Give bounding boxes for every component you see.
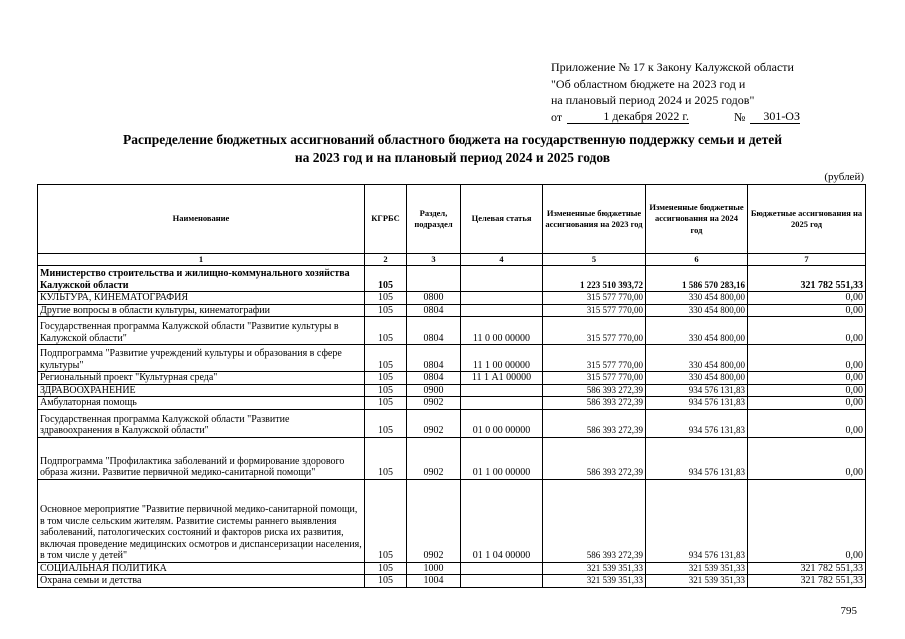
header-2024: Измененные бюджетные ассигнования на 2024 год (646, 185, 748, 254)
row-target (461, 384, 543, 397)
row-razdel: 0902 (407, 479, 461, 562)
row-kgrbs: 105 (365, 479, 407, 562)
row-kgrbs: 105 (365, 409, 407, 437)
row-razdel: 0902 (407, 409, 461, 437)
row-2024: 934 576 131,83 (646, 384, 748, 397)
header-2025: Бюджетные ассигнования на 2025 год (748, 185, 866, 254)
row-name: Государственная программа Калужской области "Развитие здравоохранения в Калужской области" (38, 409, 365, 437)
row-razdel: 0902 (407, 397, 461, 410)
row-2023: 586 393 272,39 (543, 397, 646, 410)
row-target: 11 1 А1 00000 (461, 372, 543, 385)
row-2024: 934 576 131,83 (646, 479, 748, 562)
row-kgrbs: 105 (365, 384, 407, 397)
row-kgrbs: 105 (365, 266, 407, 292)
row-2025: 0,00 (748, 409, 866, 437)
column-number: 1 (38, 254, 365, 266)
row-2024: 330 454 800,00 (646, 317, 748, 345)
column-number: 3 (407, 254, 461, 266)
row-target (461, 266, 543, 292)
row-2025: 0,00 (748, 372, 866, 385)
row-kgrbs: 105 (365, 397, 407, 410)
row-name: Государственная программа Калужской области "Развитие культуры в Калужской области" (38, 317, 365, 345)
title-line-1: Распределение бюджетных ассигнований областного бюджета на государственную поддержку семьи и детей (123, 132, 782, 147)
row-2024: 330 454 800,00 (646, 304, 748, 317)
row-2025: 0,00 (748, 317, 866, 345)
table-row (38, 266, 866, 292)
row-name: Подпрограмма "Профилактика заболеваний и формирование здорового образа жизни. Развитие первичной медико-санитарной помощи" (38, 437, 365, 479)
row-target (461, 397, 543, 410)
table-row (38, 317, 866, 345)
row-2024: 934 576 131,83 (646, 409, 748, 437)
row-name: Региональный проект "Культурная среда" (38, 372, 365, 385)
law-signature-line (551, 108, 800, 125)
row-2024: 321 539 351,33 (646, 562, 748, 575)
row-name: Подпрограмма "Развитие учреждений культуры и образования в сфере культуры" (38, 345, 365, 372)
row-name: СОЦИАЛЬНАЯ ПОЛИТИКА (38, 562, 365, 575)
table-row (38, 409, 866, 437)
row-kgrbs: 105 (365, 345, 407, 372)
row-kgrbs: 105 (365, 372, 407, 385)
row-target (461, 304, 543, 317)
row-2025: 0,00 (748, 479, 866, 562)
column-number: 2 (365, 254, 407, 266)
row-2025: 321 782 551,33 (748, 575, 866, 588)
column-number: 4 (461, 254, 543, 266)
budget-table (37, 184, 866, 588)
header-row (38, 185, 866, 254)
row-name: Амбулаторная помощь (38, 397, 365, 410)
row-2023: 315 577 770,00 (543, 372, 646, 385)
title-line-2: на 2023 год и на плановый период 2024 и 2025 годов (294, 150, 611, 165)
row-target (461, 562, 543, 575)
row-2025: 321 782 551,33 (748, 266, 866, 292)
row-2023: 1 223 510 393,72 (543, 266, 646, 292)
row-target: 11 1 00 00000 (461, 345, 543, 372)
header-name: Наименование (38, 185, 365, 254)
header-kgrbs: КГРБС (365, 185, 407, 254)
row-name: Охрана семьи и детства (38, 575, 365, 588)
row-name: Основное мероприятие "Развитие первичной медико-санитарной помощи, в том числе сельским жителям. Развитие системы раннего выявления заболеваний, патологических состояний и факторов риска их развития, включая проведение медицинских осмотров и диспансеризации населения, в том числе у детей" (38, 479, 365, 562)
row-2023: 586 393 272,39 (543, 384, 646, 397)
row-target: 01 0 00 00000 (461, 409, 543, 437)
row-razdel: 0804 (407, 304, 461, 317)
table-row (38, 575, 866, 588)
row-name: ЗДРАВООХРАНЕНИЕ (38, 384, 365, 397)
row-2025: 321 782 551,33 (748, 562, 866, 575)
row-kgrbs: 105 (365, 304, 407, 317)
document-title (40, 131, 865, 167)
row-2025: 0,00 (748, 384, 866, 397)
header-razdel: Раздел, подраздел (407, 185, 461, 254)
table-row (38, 384, 866, 397)
row-razdel: 1000 (407, 562, 461, 575)
row-2023: 586 393 272,39 (543, 409, 646, 437)
row-2023: 586 393 272,39 (543, 479, 646, 562)
table-row (38, 292, 866, 305)
row-razdel (407, 266, 461, 292)
row-kgrbs: 105 (365, 575, 407, 588)
table-row (38, 397, 866, 410)
row-razdel: 0804 (407, 345, 461, 372)
appendix-line-2: "Об областном бюджете на 2023 год и (551, 76, 746, 91)
appendix-line-1: Приложение № 17 к Закону Калужской области (551, 60, 794, 74)
row-target (461, 575, 543, 588)
table-row (38, 372, 866, 385)
row-2024: 330 454 800,00 (646, 292, 748, 305)
row-2024: 934 576 131,83 (646, 397, 748, 410)
row-kgrbs: 105 (365, 562, 407, 575)
appendix-header (551, 59, 800, 125)
row-2023: 315 577 770,00 (543, 292, 646, 305)
row-razdel: 0804 (407, 372, 461, 385)
row-razdel: 0804 (407, 317, 461, 345)
table-row (38, 437, 866, 479)
row-target: 01 1 00 00000 (461, 437, 543, 479)
row-name: КУЛЬТУРА, КИНЕМАТОГРАФИЯ (38, 292, 365, 305)
row-2024: 1 586 570 283,16 (646, 266, 748, 292)
row-2025: 0,00 (748, 437, 866, 479)
row-2023: 315 577 770,00 (543, 345, 646, 372)
units-label: (рублей) (824, 171, 864, 183)
row-target: 01 1 04 00000 (461, 479, 543, 562)
number-label: № (734, 109, 746, 124)
page-number: 795 (840, 605, 857, 617)
row-razdel: 0900 (407, 384, 461, 397)
row-target (461, 292, 543, 305)
row-2024: 321 539 351,33 (646, 575, 748, 588)
row-razdel: 1004 (407, 575, 461, 588)
column-number: 7 (748, 254, 866, 266)
appendix-line-3: на плановый период 2024 и 2025 годов" (551, 93, 755, 107)
row-2023: 321 539 351,33 (543, 575, 646, 588)
row-2024: 330 454 800,00 (646, 372, 748, 385)
law-number: 301-ОЗ (750, 109, 800, 124)
header-2023: Измененные бюджетные ассигнования на 2023 год (543, 185, 646, 254)
row-2025: 0,00 (748, 304, 866, 317)
row-2025: 0,00 (748, 345, 866, 372)
row-2025: 0,00 (748, 397, 866, 410)
law-date: 1 декабря 2022 г. (567, 109, 689, 124)
row-2025: 0,00 (748, 292, 866, 305)
row-2023: 315 577 770,00 (543, 317, 646, 345)
table-row (38, 562, 866, 575)
row-2023: 315 577 770,00 (543, 304, 646, 317)
row-2023: 586 393 272,39 (543, 437, 646, 479)
column-number: 6 (646, 254, 748, 266)
row-kgrbs: 105 (365, 292, 407, 305)
column-number: 5 (543, 254, 646, 266)
row-razdel: 0902 (407, 437, 461, 479)
row-kgrbs: 105 (365, 437, 407, 479)
from-label: от (551, 109, 563, 124)
column-number-row (38, 254, 866, 266)
table-row (38, 479, 866, 562)
row-razdel: 0800 (407, 292, 461, 305)
row-2024: 330 454 800,00 (646, 345, 748, 372)
row-kgrbs: 105 (365, 317, 407, 345)
row-name: Министерство строительства и жилищно-коммунального хозяйства Калужской области (38, 266, 365, 292)
table-row (38, 304, 866, 317)
row-target: 11 0 00 00000 (461, 317, 543, 345)
row-name: Другие вопросы в области культуры, кинематографии (38, 304, 365, 317)
header-target: Целевая статья (461, 185, 543, 254)
table-row (38, 345, 866, 372)
row-2023: 321 539 351,33 (543, 562, 646, 575)
row-2024: 934 576 131,83 (646, 437, 748, 479)
